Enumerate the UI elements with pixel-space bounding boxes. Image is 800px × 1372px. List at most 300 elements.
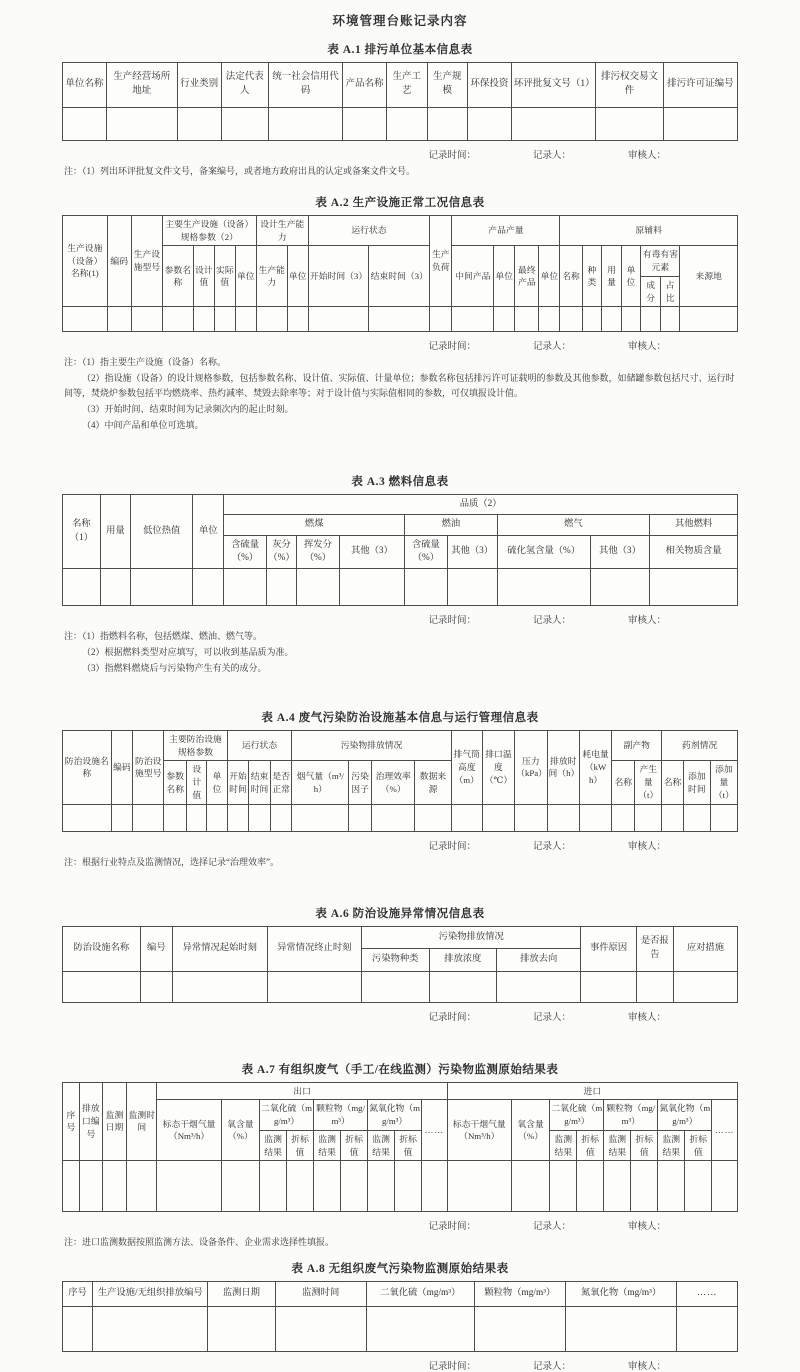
empty-cell <box>635 804 662 831</box>
record-line <box>62 1009 738 1023</box>
ellipsis-cell: …… <box>422 1100 448 1161</box>
empty-cell <box>468 108 512 141</box>
header-cell: 单位 <box>539 246 560 307</box>
header-cell: 编码 <box>111 730 133 804</box>
header-cell: 颗粒物（mg/m³） <box>474 1282 565 1306</box>
table-a1 <box>62 62 738 141</box>
empty-cell <box>287 307 308 332</box>
empty-cell <box>395 1161 422 1212</box>
header-cell: 监测时间 <box>275 1282 366 1306</box>
table-a7-title: 表 A.7 有组织废气（手工/在线监测）污染物监测原始结果表 <box>241 1063 559 1076</box>
header-group-cell: 有毒有害元素 <box>641 246 680 277</box>
empty-cell <box>249 804 271 831</box>
record-line <box>62 338 738 352</box>
header-group-cell: 二氧化硫（mg/m³） <box>260 1100 314 1131</box>
auditor-label: 审核人： <box>627 342 666 353</box>
header-cell: 生产工艺 <box>387 63 428 108</box>
header-cell: 监测结果 <box>368 1130 395 1161</box>
empty-cell <box>451 804 482 831</box>
header-group-cell: 药剂情况 <box>662 730 738 761</box>
empty-cell <box>497 569 590 606</box>
header-cell: 来源地 <box>680 246 738 307</box>
empty-cell <box>224 569 267 606</box>
table-a8-title: 表 A.8 无组织废气污染物监测原始结果表 <box>291 1263 509 1276</box>
empty-cell <box>208 1306 276 1351</box>
header-cell: 单位 <box>193 494 224 569</box>
empty-cell <box>590 569 649 606</box>
empty-cell <box>256 307 287 332</box>
header-cell: 排口温度（℃） <box>482 730 514 804</box>
a7-notes <box>64 1235 738 1250</box>
header-cell: 耗电量（kWh） <box>579 730 611 804</box>
header-group-cell: 燃气 <box>497 515 650 535</box>
empty-cell <box>341 1161 368 1212</box>
header-cell: 折标值 <box>631 1130 658 1161</box>
empty-cell <box>106 108 177 141</box>
header-cell: 单位 <box>494 246 515 307</box>
empty-cell <box>107 307 131 332</box>
header-group-cell: 颗粒物（mg/m³） <box>314 1100 368 1131</box>
header-cell: 低位热值 <box>131 494 193 569</box>
record-time-label: 记录时间： <box>428 1012 476 1023</box>
header-cell: 监测日期 <box>208 1282 276 1306</box>
header-cell: 名称（1） <box>63 494 101 569</box>
header-cell: 数据来源 <box>415 761 451 804</box>
note-line: （2）根据燃料类型对应填写，可以收到基品质为准。 <box>82 647 294 658</box>
empty-cell <box>712 1161 738 1212</box>
empty-cell <box>214 307 235 332</box>
header-cell: 单位 <box>621 246 641 307</box>
empty-cell <box>515 307 539 332</box>
header-cell: 开始时间 <box>227 761 249 804</box>
document-title: 环境管理台账记录内容 <box>332 14 468 28</box>
header-cell: 含硫量（%） <box>224 535 267 569</box>
header-cell: 产生量（t） <box>635 761 662 804</box>
a3-header-row-1 <box>63 494 738 514</box>
empty-cell <box>650 569 738 606</box>
empty-cell <box>447 569 497 606</box>
a1-empty-data-row <box>63 108 738 141</box>
header-cell: 添加时间 <box>683 761 710 804</box>
empty-cell <box>577 1161 604 1212</box>
empty-cell <box>511 1161 549 1212</box>
header-cell: 烟气量（m³/h） <box>292 761 349 804</box>
table-a4-section <box>62 709 738 870</box>
empty-cell <box>494 307 515 332</box>
header-cell: 相关物质含量 <box>650 535 738 569</box>
header-cell: 防治设施名称 <box>63 730 112 804</box>
header-cell: 统一社会信用代码 <box>268 63 342 108</box>
empty-cell <box>372 804 415 831</box>
empty-cell <box>111 804 133 831</box>
recorder-label: 记录人： <box>532 841 571 852</box>
header-group-cell: 出口 <box>157 1082 447 1100</box>
a6-header-row-1 <box>63 926 738 948</box>
empty-cell <box>497 971 581 1002</box>
a7-header-row-1 <box>63 1082 738 1100</box>
empty-cell <box>227 804 249 831</box>
a6-empty-data-row <box>63 971 738 1002</box>
record-time-label: 记录时间： <box>428 1222 476 1233</box>
a1-header-row <box>63 63 738 108</box>
header-group-cell: 产品产量 <box>452 215 560 246</box>
empty-cell <box>560 307 582 332</box>
header-cell: 异常情况终止时刻 <box>267 926 362 971</box>
header-cell: 名称 <box>560 246 582 307</box>
empty-cell <box>677 1306 738 1351</box>
header-cell: 编码 <box>107 215 131 307</box>
header-cell: 监测结果 <box>550 1130 577 1161</box>
header-cell: 其他（3） <box>590 535 649 569</box>
header-cell: 是否报告 <box>636 926 673 971</box>
table-a6 <box>62 926 738 1003</box>
header-cell: 异常情况起始时刻 <box>173 926 268 971</box>
empty-cell <box>133 804 164 831</box>
empty-cell <box>581 971 636 1002</box>
header-cell: 行业类别 <box>177 63 221 108</box>
header-cell: 结束时间（3） <box>369 246 430 307</box>
table-a3-section <box>62 473 738 676</box>
header-cell: 排污许可证编号 <box>663 63 737 108</box>
empty-cell <box>362 971 430 1002</box>
header-cell: 单位 <box>235 246 256 307</box>
empty-cell <box>140 971 172 1002</box>
header-cell: 生产规模 <box>427 63 468 108</box>
table-a6-title: 表 A.6 防治设施异常情况信息表 <box>315 907 485 920</box>
empty-cell <box>612 804 635 831</box>
empty-cell <box>260 1161 287 1212</box>
header-cell: 开始时间（3） <box>308 246 369 307</box>
empty-cell <box>683 804 710 831</box>
header-group-cell: 二氧化硫（mg/m³） <box>550 1100 604 1131</box>
record-time-label: 记录时间： <box>428 616 476 627</box>
empty-cell <box>131 307 162 332</box>
header-cell: 最终产品 <box>515 246 539 307</box>
empty-cell <box>339 569 404 606</box>
empty-cell <box>275 1306 366 1351</box>
header-group-cell: 污染物排放情况 <box>362 926 581 948</box>
empty-cell <box>193 307 214 332</box>
header-cell: 设计值 <box>187 761 207 804</box>
recorder-label: 记录人： <box>532 616 571 627</box>
header-cell: 防治设施型号 <box>133 730 164 804</box>
header-cell: 二氧化硫（mg/m³） <box>366 1282 474 1306</box>
empty-cell <box>405 569 448 606</box>
empty-cell <box>187 804 207 831</box>
header-cell: 治理效率（%） <box>372 761 415 804</box>
empty-cell <box>63 1161 80 1212</box>
a2-header-row-1 <box>63 215 738 246</box>
empty-cell <box>710 804 737 831</box>
empty-cell <box>636 971 673 1002</box>
header-cell: 产品名称 <box>343 63 387 108</box>
empty-cell <box>604 1161 631 1212</box>
header-cell: 序号 <box>63 1282 93 1306</box>
empty-cell <box>658 1161 685 1212</box>
empty-cell <box>267 971 362 1002</box>
header-cell: 占比 <box>660 276 680 307</box>
header-group-cell: 氮氧化物（mg/m³） <box>368 1100 422 1131</box>
empty-cell <box>579 804 611 831</box>
empty-cell <box>663 108 737 141</box>
ellipsis-cell: …… <box>712 1100 738 1161</box>
header-cell: 压力（kPa） <box>515 730 547 804</box>
note-line: （3）开始时间、结束时间为记录频次内的起止时刻。 <box>82 403 294 414</box>
header-cell: 法定代表人 <box>221 63 268 108</box>
header-cell: 排污权交易文件 <box>596 63 664 108</box>
empty-cell <box>93 1306 208 1351</box>
empty-cell <box>173 971 268 1002</box>
auditor-label: 审核人： <box>627 1222 666 1233</box>
header-cell: 排放时间（h） <box>547 730 579 804</box>
header-group-cell: 主要防治设施规格参数 <box>164 730 227 761</box>
a3-empty-data-row <box>63 569 738 606</box>
note-line: 注：（1）指主要生产设施（设备）名称。 <box>64 357 227 368</box>
a4-header-row-2 <box>63 761 738 804</box>
empty-cell <box>565 1306 676 1351</box>
header-group-cell: 燃油 <box>405 515 497 535</box>
table-a4-title: 表 A.4 废气污染防治设施基本信息与运行管理信息表 <box>261 711 539 724</box>
header-cell: 灰分（%） <box>266 535 296 569</box>
empty-cell <box>387 108 428 141</box>
empty-cell <box>102 1161 126 1212</box>
header-cell: 添加量（t） <box>710 761 737 804</box>
empty-cell <box>596 108 664 141</box>
header-group-cell: 设计生产能力 <box>256 215 308 246</box>
ellipsis-cell: …… <box>677 1282 738 1306</box>
record-time-label: 记录时间： <box>428 1361 476 1372</box>
record-line <box>62 147 738 161</box>
header-cell: 其他（3） <box>339 535 404 569</box>
table-a8 <box>62 1281 738 1351</box>
header-cell: 其他（3） <box>447 535 497 569</box>
header-cell: 监测结果 <box>604 1130 631 1161</box>
empty-cell <box>511 108 595 141</box>
empty-cell <box>164 804 187 831</box>
a2-header-row-2 <box>63 246 738 277</box>
empty-cell <box>662 804 684 831</box>
record-line <box>62 612 738 626</box>
empty-cell <box>515 804 547 831</box>
header-cell: 生产设施型号 <box>131 215 162 307</box>
header-cell: 监测日期 <box>102 1082 126 1161</box>
empty-cell <box>631 1161 658 1212</box>
header-cell: 环保投资 <box>468 63 512 108</box>
empty-cell <box>547 804 579 831</box>
header-group-cell: 原辅料 <box>560 215 738 246</box>
note-line: 注：根据行业特点及监测情况，选择记录“治理效率”。 <box>64 856 279 867</box>
header-cell: 设计值 <box>193 246 214 307</box>
empty-cell <box>349 804 372 831</box>
header-group-cell: 污染物排放情况 <box>292 730 451 761</box>
header-cell: 事件原因 <box>581 926 636 971</box>
empty-cell <box>685 1161 712 1212</box>
empty-cell <box>63 307 108 332</box>
empty-cell <box>100 569 130 606</box>
table-a3-title: 表 A.3 燃料信息表 <box>351 475 449 488</box>
recorder-label: 记录人： <box>532 1012 571 1023</box>
empty-cell <box>474 1306 565 1351</box>
header-cell: 监测结果 <box>260 1130 287 1161</box>
empty-cell <box>131 569 193 606</box>
empty-cell <box>157 1161 221 1212</box>
table-a1-section <box>62 41 738 179</box>
record-time-label: 记录时间： <box>428 151 476 161</box>
note-line: 注：（1）列出环评批复文件文号，备案编号，或者地方政府出具的认定或备案文件文号。 <box>64 166 416 176</box>
header-cell: 折标值 <box>341 1130 368 1161</box>
empty-cell <box>266 569 296 606</box>
header-cell: 折标值 <box>287 1130 314 1161</box>
record-time-label: 记录时间： <box>428 342 476 353</box>
a2-notes <box>64 355 738 432</box>
auditor-label: 审核人： <box>627 616 666 627</box>
header-group-cell: 副产物 <box>612 730 662 761</box>
header-cell: 污染物种类 <box>362 949 430 971</box>
header-cell: 排放口编号 <box>79 1082 102 1161</box>
header-cell: 名称 <box>662 761 684 804</box>
header-cell: 排气筒高度（m） <box>451 730 482 804</box>
header-cell: 编号 <box>140 926 172 971</box>
header-cell: 折标值 <box>577 1130 604 1161</box>
a8-header-row <box>63 1282 738 1306</box>
header-cell: 含硫量（%） <box>405 535 448 569</box>
note-line: （3）指燃料燃烧后与污染物产生有关的成分。 <box>82 663 267 674</box>
header-cell: 排放浓度 <box>429 949 497 971</box>
header-cell: 防治设施名称 <box>63 926 141 971</box>
header-cell: 折标值 <box>395 1130 422 1161</box>
empty-cell <box>602 307 622 332</box>
header-cell: 名称 <box>612 761 635 804</box>
a8-empty-data-row <box>63 1306 738 1351</box>
empty-cell <box>297 569 340 606</box>
table-a2-section <box>62 194 738 433</box>
table-a8-section <box>62 1260 738 1371</box>
auditor-label: 审核人： <box>627 151 666 161</box>
empty-cell <box>235 307 256 332</box>
auditor-label: 审核人： <box>627 1012 666 1023</box>
header-cell: 单位 <box>287 246 308 307</box>
recorder-label: 记录人： <box>532 151 571 161</box>
table-a3 <box>62 494 738 607</box>
record-time-label: 记录时间： <box>428 841 476 852</box>
empty-cell <box>63 971 141 1002</box>
header-cell: 单位名称 <box>63 63 107 108</box>
header-cell: 应对措施 <box>673 926 737 971</box>
empty-cell <box>221 108 268 141</box>
header-cell: 氧含量（%） <box>511 1100 549 1161</box>
empty-cell <box>621 307 641 332</box>
table-a2 <box>62 215 738 333</box>
header-group-cell: 燃煤 <box>224 515 405 535</box>
empty-cell <box>292 804 349 831</box>
empty-cell <box>127 1161 157 1212</box>
header-cell: 标态干烟气量（Nm³/h） <box>447 1100 511 1161</box>
auditor-label: 审核人： <box>627 841 666 852</box>
document-page <box>62 0 738 1372</box>
header-cell: 序号 <box>63 1082 80 1161</box>
empty-cell <box>162 307 193 332</box>
header-cell: 用量 <box>100 494 130 569</box>
table-a4 <box>62 730 738 832</box>
header-cell: 生产经营场所地址 <box>106 63 177 108</box>
recorder-label: 记录人： <box>532 1222 571 1233</box>
header-cell: 种类 <box>582 246 602 307</box>
empty-cell <box>63 108 107 141</box>
header-cell: 生产设施/无组织排放编号 <box>93 1282 208 1306</box>
empty-cell <box>314 1161 341 1212</box>
empty-cell <box>673 971 737 1002</box>
empty-cell <box>482 804 514 831</box>
header-cell: 排放去向 <box>497 949 581 971</box>
header-group-cell: 品质（2） <box>224 494 738 514</box>
empty-cell <box>427 108 468 141</box>
empty-cell <box>63 804 112 831</box>
a7-header-row-2 <box>63 1100 738 1131</box>
empty-cell <box>287 1161 314 1212</box>
recorder-label: 记录人： <box>532 1361 571 1372</box>
header-cell: 成分 <box>641 276 661 307</box>
a1-notes <box>64 164 738 179</box>
empty-cell <box>415 804 451 831</box>
header-cell: 是否正常 <box>270 761 292 804</box>
note-line: 注：（1）指燃料名称，包括燃煤、燃油、燃气等。 <box>64 631 263 642</box>
header-cell: 环评批复文号（1） <box>511 63 595 108</box>
empty-cell <box>343 108 387 141</box>
empty-cell <box>63 1306 93 1351</box>
record-line <box>62 1358 738 1372</box>
a4-header-row-1 <box>63 730 738 761</box>
empty-cell <box>429 971 497 1002</box>
empty-cell <box>193 569 224 606</box>
header-cell: 标态干烟气量（Nm³/h） <box>157 1100 221 1161</box>
header-group-cell: 进口 <box>447 1082 737 1100</box>
header-group-cell: 氮氧化物（mg/m³） <box>658 1100 712 1131</box>
auditor-label: 审核人： <box>627 1361 666 1372</box>
table-a7 <box>62 1082 738 1213</box>
record-line <box>62 838 738 852</box>
header-cell: 挥发分（%） <box>297 535 340 569</box>
empty-cell <box>550 1161 577 1212</box>
header-cell: 参数名称 <box>162 246 193 307</box>
a3-notes <box>64 629 738 676</box>
table-a1-title: 表 A.1 排污单位基本信息表 <box>327 44 473 56</box>
empty-cell <box>268 108 342 141</box>
header-cell: 实际值 <box>214 246 235 307</box>
header-group-cell: 颗粒物（mg/m³） <box>604 1100 658 1131</box>
header-cell: 监测时间 <box>127 1082 157 1161</box>
header-group-cell: 运行状态 <box>308 215 429 246</box>
empty-cell <box>368 1161 395 1212</box>
header-cell: 用量 <box>602 246 622 307</box>
empty-cell <box>369 307 430 332</box>
header-cell: 硫化氢含量（%） <box>497 535 590 569</box>
empty-cell <box>641 307 661 332</box>
table-a2-title: 表 A.2 生产设施正常工况信息表 <box>315 196 485 209</box>
header-cell: 单位 <box>207 761 227 804</box>
empty-cell <box>539 307 560 332</box>
empty-cell <box>270 804 292 831</box>
empty-cell <box>366 1306 474 1351</box>
note-line: 注：进口监测数据按照监测方法、设备条件、企业需求选择性填报。 <box>64 1237 335 1248</box>
a4-notes <box>64 855 738 870</box>
empty-cell <box>308 307 369 332</box>
empty-cell <box>207 804 227 831</box>
empty-cell <box>452 307 494 332</box>
recorder-label: 记录人： <box>532 342 571 353</box>
header-cell: 参数名称 <box>164 761 187 804</box>
record-line <box>62 1218 738 1232</box>
empty-cell <box>680 307 738 332</box>
